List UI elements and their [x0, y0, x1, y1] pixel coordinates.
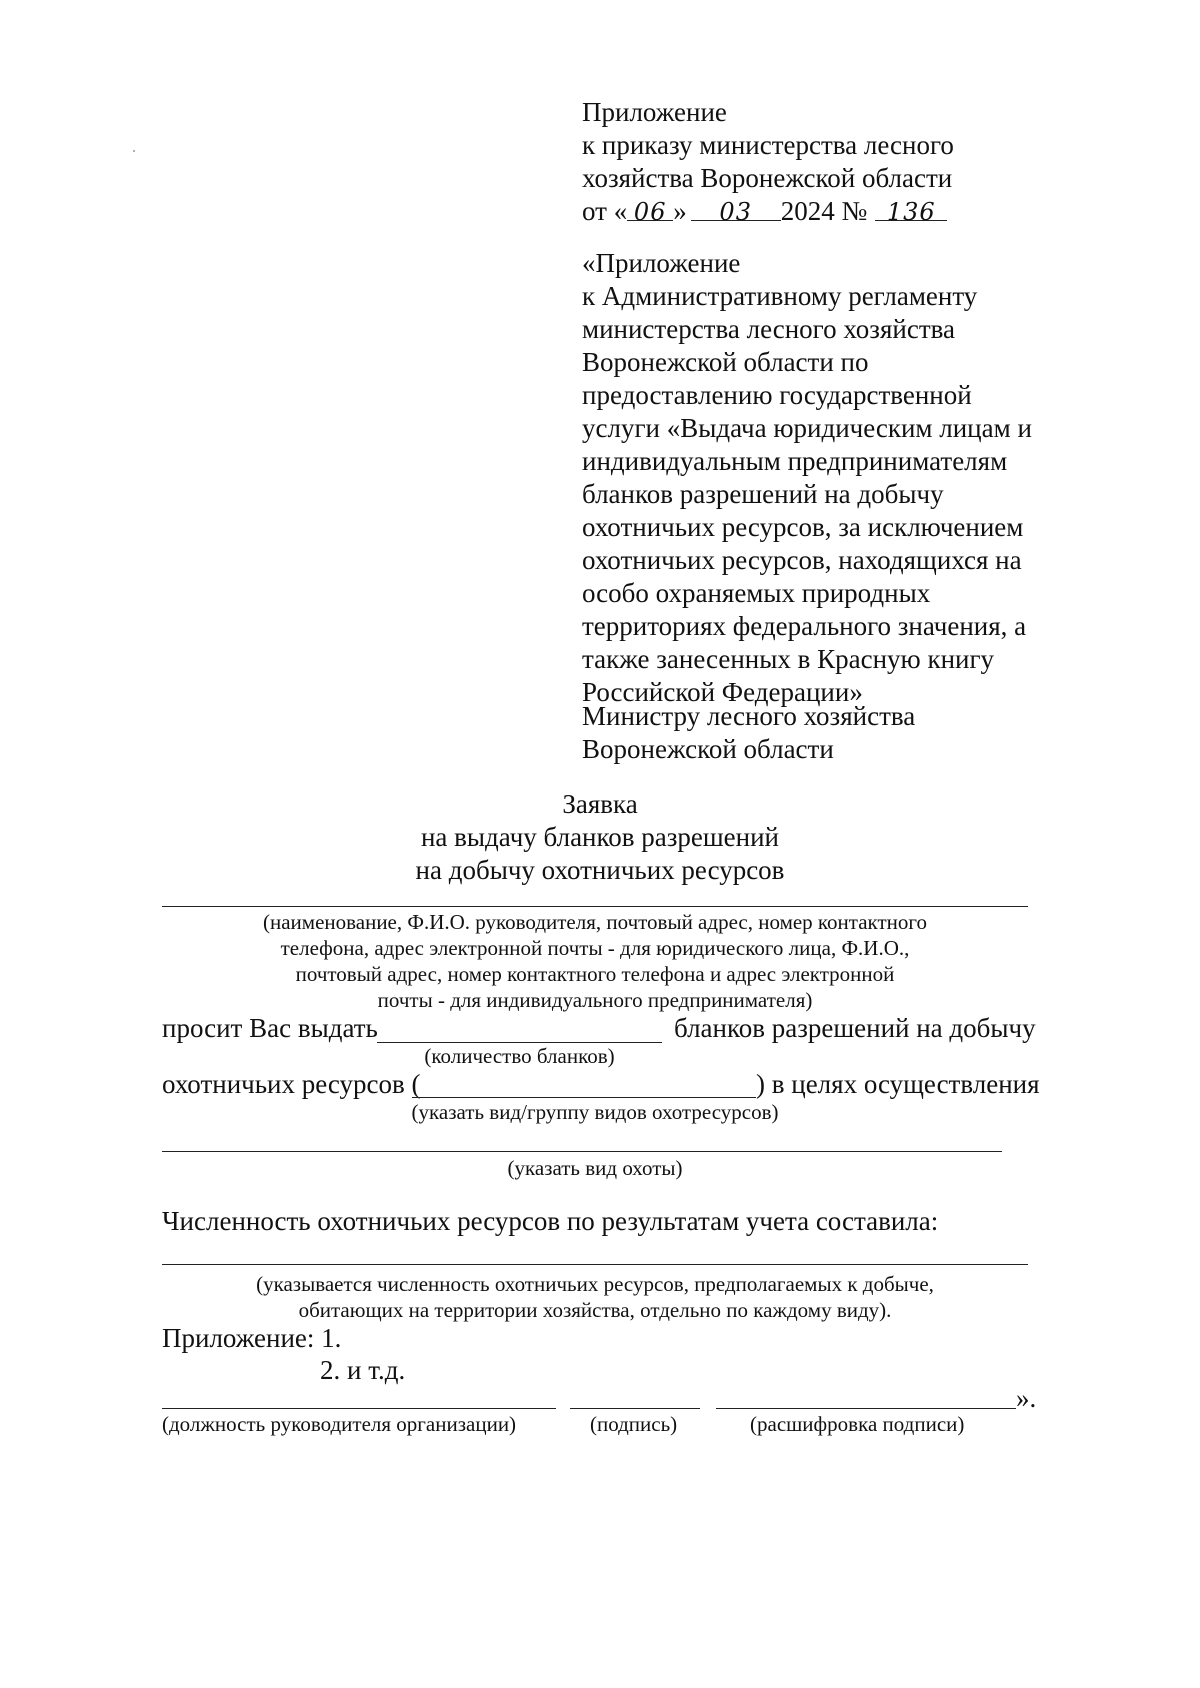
regulation-line: бланков разрешений на добычу	[582, 479, 944, 509]
resource-suffix: ) в целях осуществления	[756, 1069, 1040, 1099]
census-hint-line1: (указывается численность охотничьих ресурсов, предполагаемых к добыче,	[256, 1272, 934, 1296]
order-month: 03	[691, 196, 781, 221]
hunt-type-input[interactable]	[162, 1151, 1002, 1152]
application-title	[300, 788, 900, 887]
attachments-item2: 2. и т.д.	[320, 1355, 406, 1385]
regulation-line: территориях федерального значения, а	[582, 611, 1027, 641]
attachments-label: Приложение: 1.	[162, 1323, 342, 1353]
position-input-line[interactable]	[162, 1408, 556, 1409]
request-prefix: просит Вас выдать	[162, 1013, 378, 1043]
order-day: 06	[627, 196, 673, 221]
title-line2: на выдачу бланков разрешений	[420, 822, 779, 852]
applicant-hint-line: (наименование, Ф.И.О. руководителя, почтовый адрес, номер контактного	[262, 910, 927, 934]
request-suffix: бланков разрешений на добычу	[674, 1013, 1036, 1043]
order-appendix-line2: к приказу министерства лесного	[582, 130, 954, 160]
order-number: 136	[875, 196, 947, 221]
request-line	[162, 1012, 378, 1045]
resource-suffix-wrap	[756, 1068, 1040, 1101]
order-appendix-line3: хозяйства Воронежской области	[582, 163, 953, 193]
signature-hint: (подпись)	[590, 1412, 678, 1436]
order-appendix-block	[582, 96, 954, 228]
regulation-line: услуги «Выдача юридическим лицам и	[582, 413, 1032, 443]
position-hint: (должность руководителя организации)	[162, 1412, 517, 1436]
date-prefix: от «	[582, 196, 628, 226]
resource-prefix-wrap	[162, 1068, 421, 1101]
regulation-line: «Приложение	[582, 248, 741, 278]
census-hint-line2: обитающих на территории хозяйства, отдельно по каждому виду).	[298, 1298, 892, 1322]
title-line1: Заявка	[562, 789, 638, 819]
census-hint	[162, 1271, 1028, 1323]
resource-hint: (указать вид/группу видов охотресурсов)	[411, 1100, 779, 1124]
regulation-line: индивидуальным предпринимателям	[582, 446, 1008, 476]
census-input-line[interactable]	[162, 1264, 1028, 1265]
addressee-line2: Воронежской области	[582, 734, 834, 764]
regulation-line: предоставлению государственной	[582, 380, 972, 410]
regulation-line: особо охраняемых природных	[582, 578, 931, 608]
order-date-line	[582, 195, 954, 228]
count-hint: (количество бланков)	[424, 1044, 615, 1068]
decode-hint: (расшифровка подписи)	[750, 1412, 965, 1436]
resource-prefix: охотничьих ресурсов (	[162, 1069, 421, 1099]
applicant-hint-line: телефона, адрес электронной почты - для юридического лица, Ф.И.О.,	[280, 936, 910, 960]
order-appendix-title: Приложение	[582, 97, 727, 127]
regulation-line: к Административному регламенту	[582, 281, 978, 311]
regulation-line: также занесенных в Красную книгу	[582, 644, 995, 674]
resource-type-input[interactable]	[412, 1097, 756, 1098]
regulation-line: охотничьих ресурсов, за исключением	[582, 512, 1024, 542]
title-line3: на добычу охотничьих ресурсов	[415, 855, 785, 885]
applicant-input-line[interactable]	[162, 906, 1028, 907]
census-heading: Численность охотничьих ресурсов по результатам учета составила:	[162, 1206, 939, 1236]
regulation-line: министерства лесного хозяйства	[582, 314, 955, 344]
regulation-line: Российской Федерации»	[582, 677, 863, 707]
order-year-number-label: 2024 №	[780, 196, 868, 226]
hunt-hint: (указать вид охоты)	[507, 1156, 683, 1180]
applicant-hint-line: почтовый адрес, номер контактного телефона и адрес электронной	[295, 962, 895, 986]
closing-quote: ».	[1016, 1383, 1037, 1413]
regulation-appendix-block	[582, 247, 1032, 709]
request-suffix-wrap	[674, 1012, 1036, 1045]
signature-input-line[interactable]	[570, 1408, 700, 1409]
addressee-block	[582, 700, 915, 766]
scan-speck	[133, 150, 135, 152]
date-separator: »	[673, 196, 687, 226]
applicant-hint	[162, 909, 1028, 1013]
applicant-hint-line: почты - для индивидуального предпринимателя)	[377, 988, 813, 1012]
addressee-line1: Министру лесного хозяйства	[582, 701, 916, 731]
regulation-line: Воронежской области по	[582, 347, 869, 377]
decode-input-line[interactable]	[716, 1408, 1016, 1409]
regulation-line: охотничьих ресурсов, находящихся на	[582, 545, 1022, 575]
